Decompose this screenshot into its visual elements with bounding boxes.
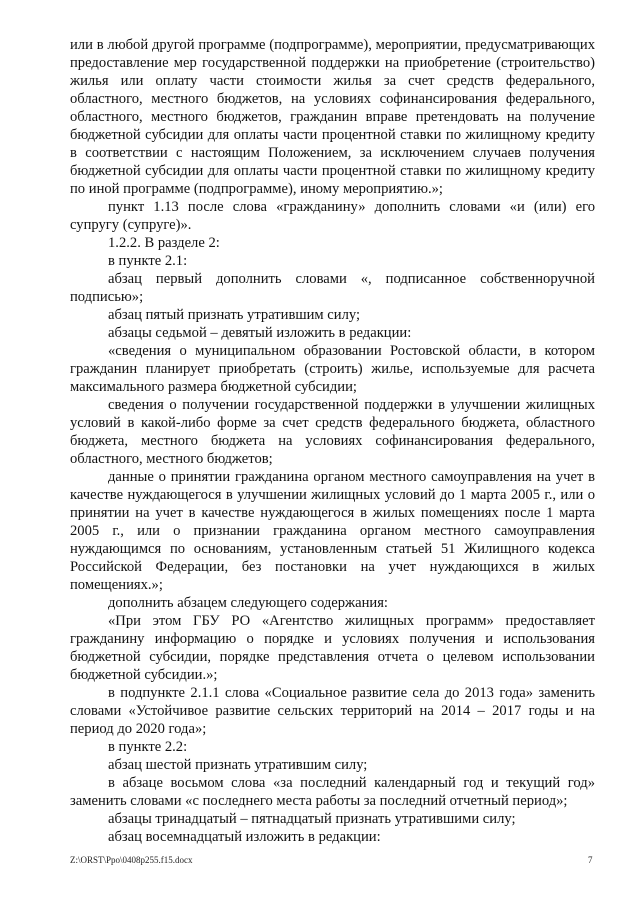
paragraph: данные о принятии гражданина органом местного самоуправления на учет в качестве нуждающегося в улучшении жилищных условий до 1 марта 2005 г., или о принятии на учет в качестве нуждающегося в жилых помещениях после 1 марта 2005 г., или о признании гражданина органом местного самоуправления нуждающимся по основаниям, установленным статьей 51 Жилищного кодекса Российской Федерации, без постановки на учет нуждающихся в жилых помещениях.»; — [70, 469, 595, 593]
page-number: 7 — [588, 855, 593, 865]
paragraph: в абзаце восьмом слова «за последний календарный год и текущий год» заменить словами «с последнего места работы за последний отчетный период»; — [70, 775, 595, 809]
paragraph: в пункте 2.1: — [108, 253, 188, 269]
paragraph: или в любой другой программе (подпрограмме), мероприятии, предусматривающих предоставление мер государственной поддержки на приобретение (строительство) жилья или оплату части стоимости жилья за счет средств федерального, областного, местного бюджетов, на условиях софинансирования федерального, областного, местного бюджетов, гражданин вправе претендовать на получение бюджетной субсидии для оплаты части процентной ставки по жилищному кредиту в соответствии с настоящим Положением, за исключением случаев получения бюджетной субсидии для оплаты части процентной ставки по жилищному кредиту по иной программе (подпрограмме), иному мероприятию.»; — [70, 37, 595, 197]
paragraph: сведения о получении государственной поддержки в улучшении жилищных условий в какой-либо форме за счет средств федерального бюджета, областного бюджета, местного бюджета на условиях софинансирования федерального, областного, местного бюджетов; — [70, 397, 595, 467]
paragraph: «При этом ГБУ РО «Агентство жилищных программ» предоставляет гражданину информацию о порядке и условиях получения и использования бюджетной субсидии, порядке представления отчета о целевом использовании бюджетной субсидии.»; — [70, 613, 595, 683]
paragraph: абзацы седьмой – девятый изложить в редакции: — [108, 325, 412, 341]
paragraph: дополнить абзацем следующего содержания: — [108, 595, 388, 611]
document-body — [70, 36, 595, 846]
paragraph: абзац восемнадцатый изложить в редакции: — [108, 829, 381, 845]
paragraph: «сведения о муниципальном образовании Ростовской области, в котором гражданин планирует приобретать (строить) жилье, используемые для расчета максимального размера бюджетной субсидии; — [70, 343, 595, 395]
paragraph: в подпункте 2.1.1 слова «Социальное развитие села до 2013 года» заменить словами «Устойчивое развитие сельских территорий на 2014 – 2017 годы и на период до 2020 года»; — [70, 685, 595, 737]
paragraph: в пункте 2.2: — [108, 739, 188, 755]
paragraph: абзац первый дополнить словами «, подписанное собственноручной подписью»; — [70, 271, 595, 305]
paragraph: пункт 1.13 после слова «гражданину» дополнить словами «и (или) его супругу (супруге)». — [70, 199, 595, 233]
paragraph: абзац пятый признать утратившим силу; — [108, 307, 361, 323]
paragraph: абзац шестой признать утратившим силу; — [108, 757, 368, 773]
footer-file-path: Z:\ORST\Ppo\0408p255.f15.docx — [70, 855, 193, 865]
paragraph: 1.2.2. В разделе 2: — [108, 235, 220, 251]
paragraph: абзацы тринадцатый – пятнадцатый признать утратившими силу; — [108, 811, 516, 827]
